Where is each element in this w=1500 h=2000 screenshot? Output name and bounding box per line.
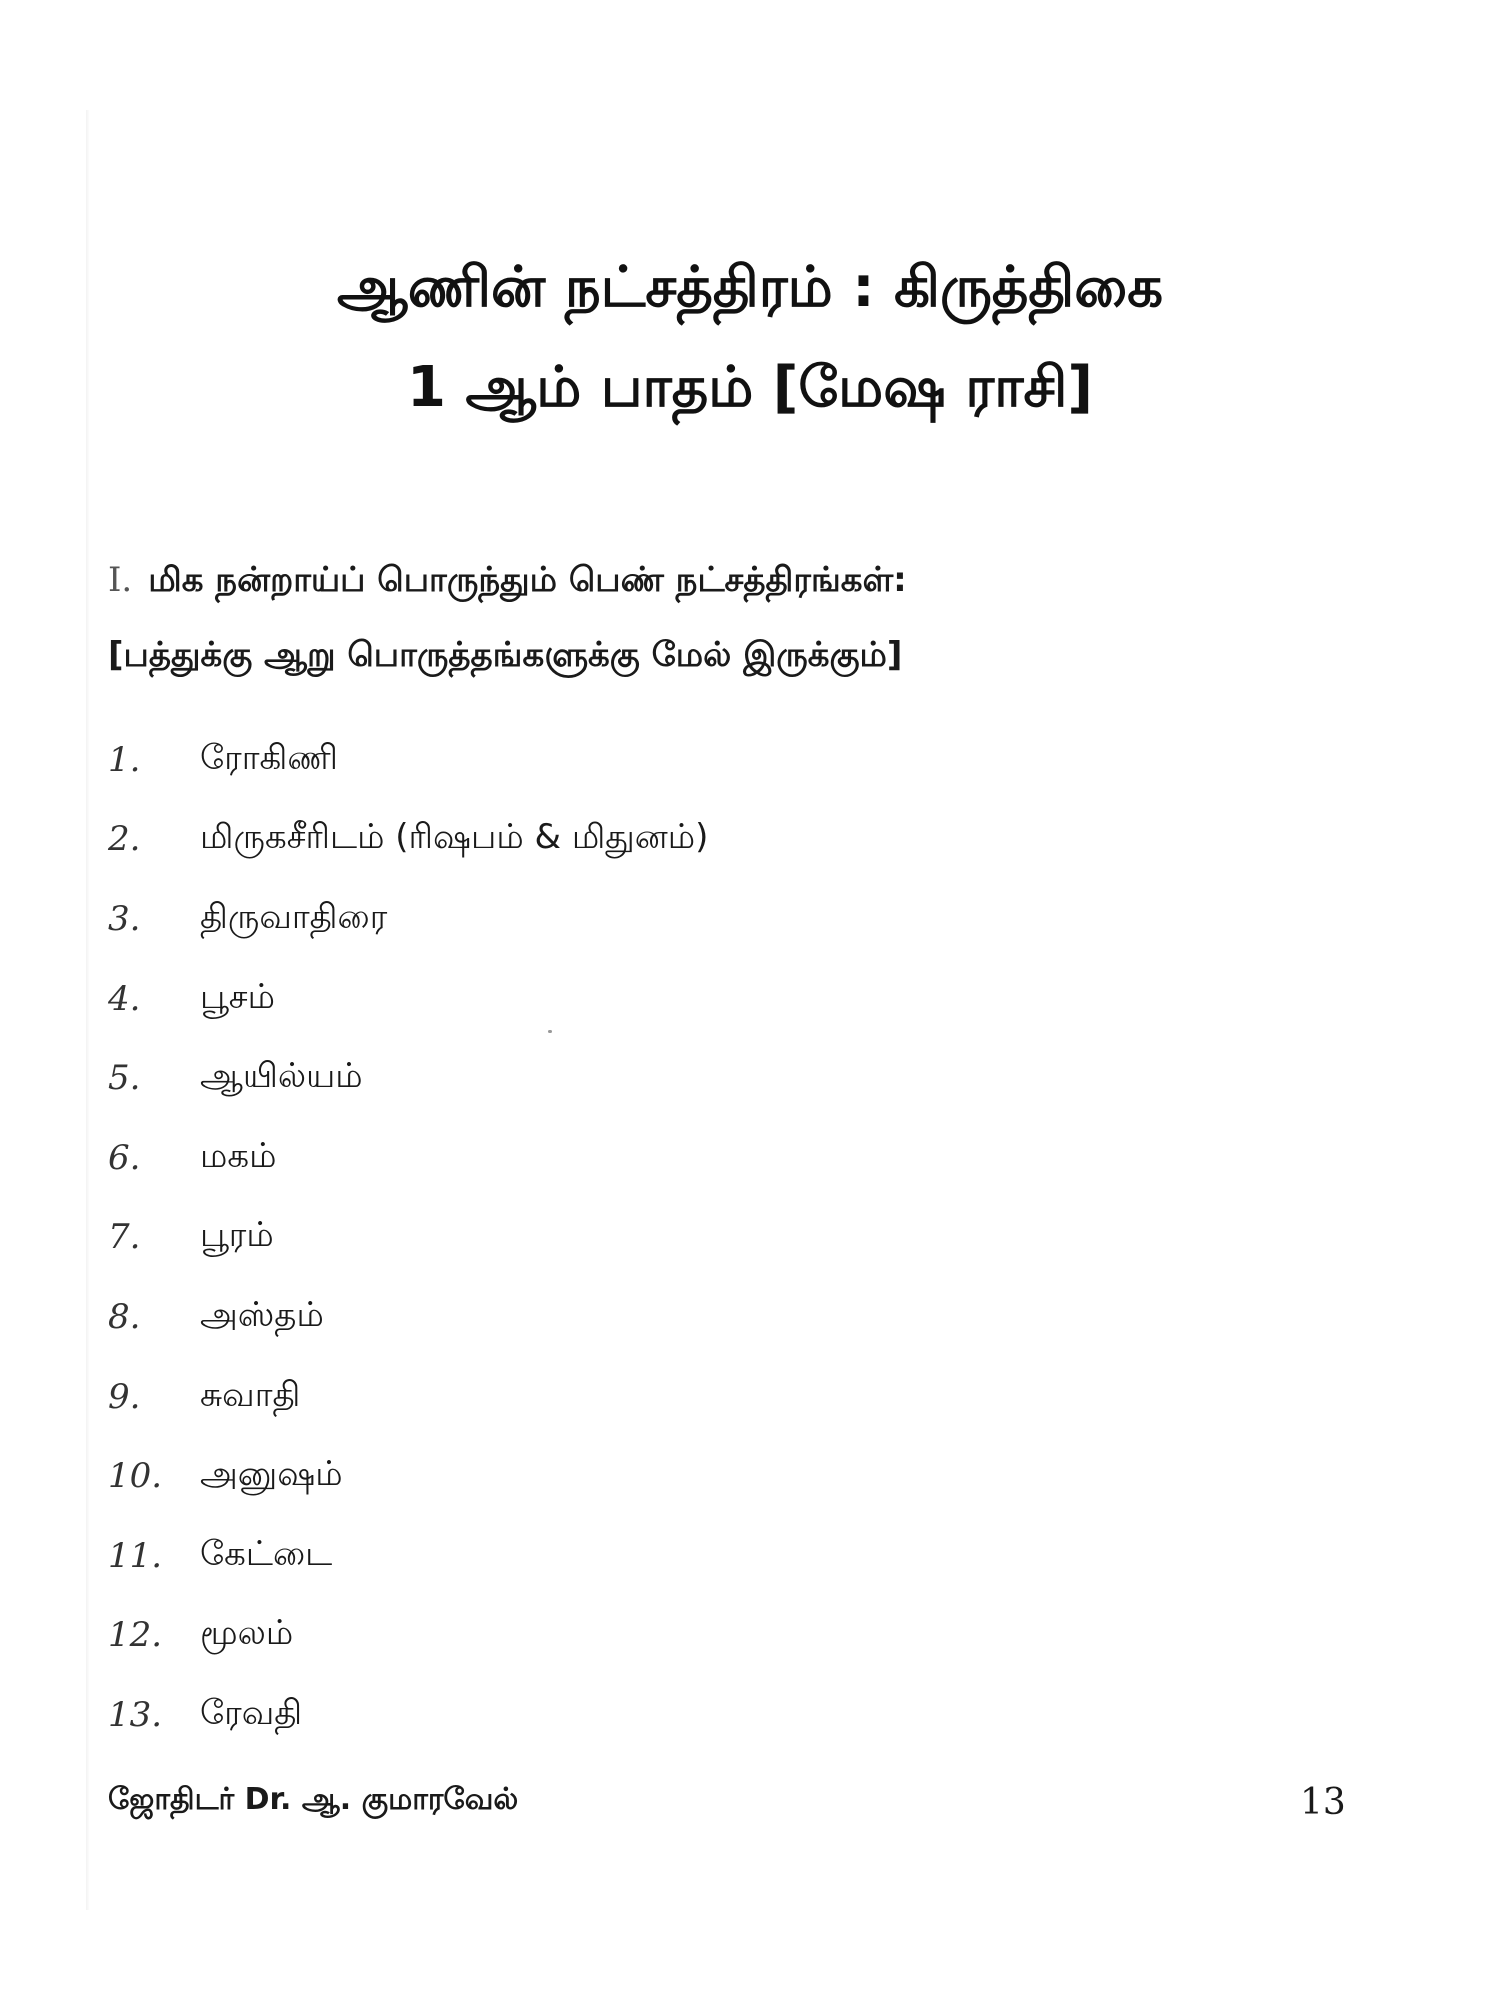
list-item [108,1118,1308,1198]
section-subheading: [பத்துக்கு ஆறு பொருத்தங்களுக்கு மேல் இருக்கும்] [108,635,903,675]
page-number: 13 [1300,1782,1346,1823]
list-item [108,1675,1308,1755]
section-heading-text: மிக நன்றாய்ப் பொருந்தும் பெண் நட்சத்திரங்கள்: [148,560,907,600]
list-item [108,1357,1308,1437]
list-item-name: திருவாதிரை [200,896,388,937]
list-item-name: பூரம் [200,1215,274,1256]
section-number: I. [108,560,133,600]
list-item-name: மூலம் [200,1613,294,1654]
list-item-number: 4. [108,978,141,1019]
print-speck [548,1030,552,1033]
list-item-number: 11. [108,1535,163,1576]
list-item-name: மகம் [200,1135,277,1176]
list-item-name: கேட்டை [200,1533,333,1574]
list-item [108,1038,1308,1118]
page-title-line-2: 1 ஆம் பாதம் [மேஷ ராசி] [406,355,1094,420]
list-item-name: பூசம் [200,976,275,1017]
list-item-number: 8. [108,1296,141,1337]
list-item-number: 6. [108,1137,141,1178]
list-item [108,959,1308,1039]
section-heading [108,550,1378,610]
list-item-name: சுவாதி [200,1374,301,1415]
list-item-number: 1. [108,739,141,780]
list-item [108,1596,1308,1676]
list-item [108,1516,1308,1596]
list-item-number: 5. [108,1058,141,1099]
list-item [108,720,1308,800]
list-item [108,1198,1308,1278]
list-item-name: ரேவதி [200,1692,303,1733]
list-item-number: 13. [108,1694,163,1735]
list-item-number: 2. [108,819,141,860]
page-title-line-1: ஆணின் நட்சத்திரம் : கிருத்திகை [336,255,1164,320]
list-item [108,1436,1308,1516]
list-item-number: 9. [108,1376,141,1417]
list-item-name: ஆயில்யம் [200,1056,363,1097]
list-item-name: அஸ்தம் [200,1294,324,1335]
list-item-name: மிருகசீரிடம் (ரிஷபம் & மிதுனம்) [200,817,709,858]
list-item-name: அனுஷம் [200,1454,343,1495]
list-item-number: 10. [108,1456,163,1497]
list-item [108,879,1308,959]
star-list [108,720,1308,1755]
list-item-number: 12. [108,1615,163,1656]
list-item-number: 7. [108,1217,141,1258]
list-item [108,1277,1308,1357]
footer-author: ஜோதிடர் Dr. ஆ. குமாரவேல் [108,1782,519,1817]
list-item [108,800,1308,880]
list-item-name: ரோகிணி [200,737,338,778]
list-item-number: 3. [108,898,141,939]
